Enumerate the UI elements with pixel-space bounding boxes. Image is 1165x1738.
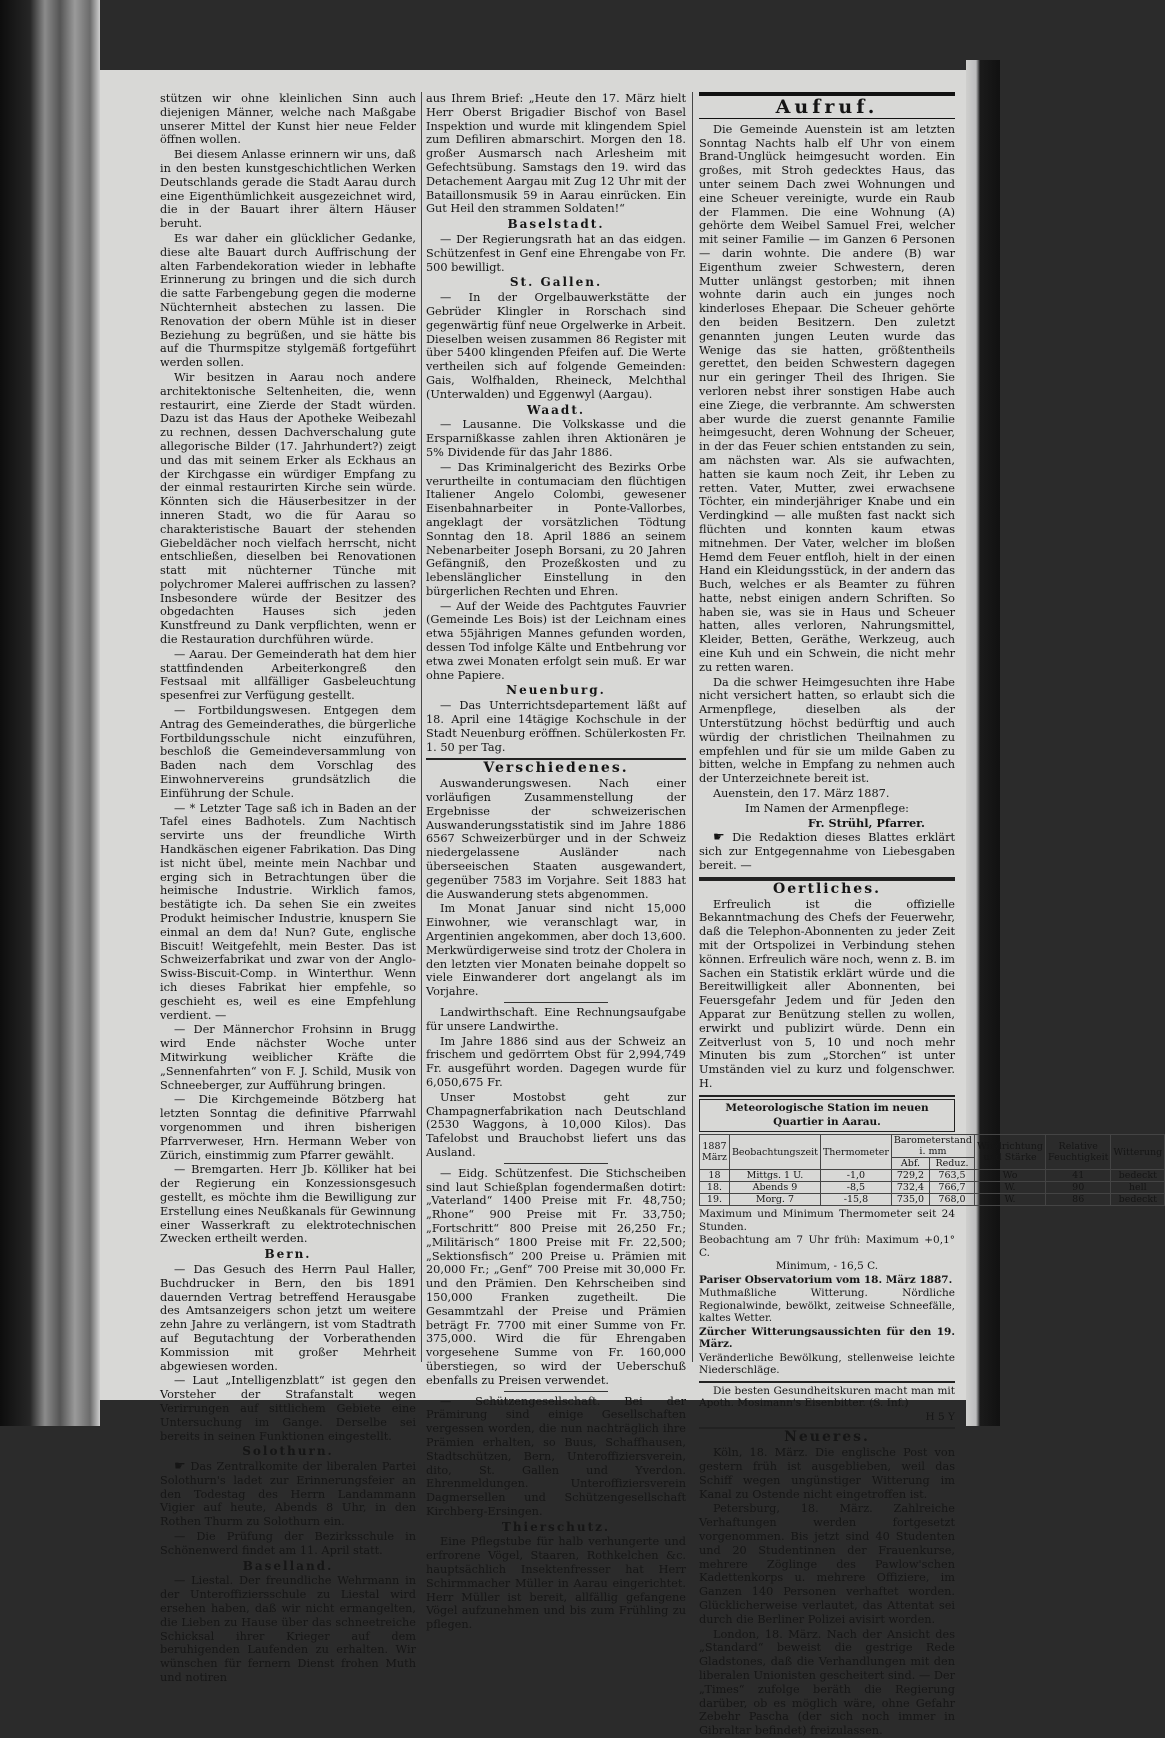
divider bbox=[504, 1163, 608, 1164]
table-header-row bbox=[700, 1135, 1165, 1158]
weather-table bbox=[699, 1134, 1165, 1206]
table-cell: bedeckt bbox=[1111, 1170, 1165, 1182]
editorial-note: Die Redaktion dieses Blattes erklärt sich zur Entgegennahme von Liebesgaben bereit. — bbox=[699, 831, 956, 873]
table-header: Thermometer bbox=[820, 1135, 891, 1170]
paragraph: — Der Männerchor Frohsinn in Brugg wird Ende nächster Woche unter Mitwirkung weiblicher Kräfte die „Sennenfahrten“ von F. J. Schild, Musik von Schneeberger, zur Aufführung bringen. bbox=[160, 1023, 416, 1092]
table-subheader: Reduz. bbox=[930, 1158, 975, 1170]
table-cell: -8,5 bbox=[820, 1182, 891, 1194]
table-cell: 766,7 bbox=[930, 1182, 975, 1194]
paragraph: Erfreulich ist die offizielle Bekanntmachung des Chefs der Feuerwehr, daß die Telephon-Abonnenten zu jeder Zeit mit der Ortspolizei in Verbindung stehen können. Erfreulich wäre noch, wenn z. B. im Sachen ein Statistik erklärt würde und die Bereitwilligkeit aller Abonnenten, bei Feuersgefahr Jedem und für Jeden den Apparat zur Benützung stellen zu wollen, erwirkt und publizirt würde. Denn ein Zeitverlust von 5, 10 und noch mehr Minuten bis zum „Storchen“ ist unter Umständen viel zu kurz und folgenschwer. H. bbox=[699, 897, 955, 1090]
table-cell: hell bbox=[1111, 1182, 1165, 1194]
section-heading-bern: Bern. bbox=[264, 1247, 312, 1262]
table-cell: 768,0 bbox=[930, 1194, 975, 1206]
paragraph: — Das Unterrichtsdepartement läßt auf 18. April eine 14tägige Kochschule in der Stadt Neuenburg eröffnen. Schülerkosten Fr. 1. 50 per Tag. bbox=[426, 699, 686, 754]
paragraph: Im Jahre 1886 sind aus der Schweiz an frischem und gedörrtem Obst für 2,994,749 Fr. ausgeführt worden. Dagegen wurde für 6,050,675 Fr. bbox=[426, 1034, 686, 1089]
table-cell: Mittgs. 1 U. bbox=[729, 1170, 820, 1182]
paragraph: — Das Kriminalgericht des Bezirks Orbe verurtheilte in contumaciam den flüchtigen Italiener Angelo Colombi, gewesener Eisenbahnarbeiter in Ponte-Vallorbes, angeklagt der vorsätzlichen Tödtung Sonntag den 18. April 1886 an seinem Nebenarbeiter Joseph Borsani, zu 20 Jahren Gefängniß, den Prozeßkosten und zu lebenslänglicher Einstellung in den bürgerlichen Rechten und Ehren. bbox=[426, 460, 686, 598]
table-cell: 86 bbox=[1046, 1194, 1111, 1206]
paragraph: Bei diesem Anlasse erinnern wir uns, daß in den besten kunstgeschichtlichen Werken Deutschlands gerade die Stadt Aarau durch eine Eigenthümlichkeit ausgezeichnet wird, die in der Bauart ihrer ältern Häuser beruht. bbox=[160, 148, 416, 231]
table-cell: Morg. 7 bbox=[729, 1194, 820, 1206]
table-row bbox=[700, 1170, 1165, 1182]
aufruf-signature-line: Im Namen der Armenpflege: bbox=[745, 801, 909, 815]
table-cell: W. bbox=[975, 1194, 1046, 1206]
table-header: Beobachtungszeit bbox=[729, 1135, 820, 1170]
column-rule bbox=[421, 92, 422, 1362]
scan-binding-edge bbox=[0, 0, 100, 1426]
paragraph: Unser Mostobst geht zur Champagnerfabrikation nach Deutschland (2530 Waggons, à 10,000 Kilos). Das Tafelobst und Brauchobst liefert uns das Ausland. bbox=[426, 1090, 686, 1159]
column-1 bbox=[160, 92, 416, 1685]
table-cell: 19. bbox=[700, 1194, 730, 1206]
paragraph: Auswanderungswesen. Nach einer vorläufigen Zusammenstellung der Ergebnisse der schweizerischen Auswanderungsstatistik sind im Jahre 1886 6567 Schweizerbürger und in der Schweiz niedergelassene Ausländer nach überseeischen Staaten ausgewandert, gegenüber 7583 im Vorjahre. Seit 1883 hat die Auswanderung stets abgenommen. bbox=[426, 777, 686, 901]
table-cell: 41 bbox=[1046, 1170, 1111, 1182]
column-3 bbox=[699, 92, 1163, 1738]
aufruf-signature-name: Fr. Strühl, Pfarrer. bbox=[807, 815, 925, 830]
paragraph: London, 18. März. Nach der Ansicht des „Standard“ beweist die gestrige Rede Gladstones, daß die Verhandlungen mit den liberalen Unionisten gescheitert sind. — Der „Times“ zufolge beräth die Regierung darüber, ob es möglich wäre, ohne Gefahr Zebehr Pascha (der sich noch immer in Gibraltar befindet) freizulassen. bbox=[699, 1627, 955, 1738]
paragraph: Es war daher ein glücklicher Gedanke, diese alte Bauart durch Auffrischung der alten Farbendekoration wieder in lebhafte Erinnerung zu bringen und die sich durch die satte Farbengebung gegen die moderne Nüchternheit abstechen zu lassen. Die Renovation der obern Mühle ist in dieser Beziehung zu begrüßen, und sie hätte bis auf die Thurmspitze stylgemäß fortgeführt werden sollen. bbox=[160, 231, 416, 370]
scan-right-edge bbox=[966, 60, 1000, 1426]
table-cell: W. bbox=[975, 1182, 1046, 1194]
column-rule bbox=[692, 92, 693, 1362]
paragraph: — Die Kirchgemeinde Bötzberg hat letzten Sonntag die definitive Pfarrwahl vorgenommen und ihren bisherigen Pfarrverweser, Hrn. Hermann Weber von Zürich, einstimmig zum Pfarrer gewählt. bbox=[160, 1093, 416, 1162]
pointing-hand-icon: ☛ bbox=[174, 1459, 186, 1475]
zuercher-witterung-title: Zürcher Witterungsaussichten für den 19. März. bbox=[699, 1325, 955, 1351]
table-cell: 729,2 bbox=[891, 1170, 929, 1182]
paragraph: Petersburg, 18. März. Zahlreiche Verhaftungen werden fortgesetzt vorgenommen. Bis jetzt sind 40 Studenten und 20 Studentinnen der Frauenkurse, mehrere Zöglinge des Pawlow'schen Kadettenkorps u. mehrere Offiziere, im Ganzen 140 Personen verhaftet worden. Glücklicherweise verlautet, das Attentat sei durch die Berliner Polizei avisirt worden. bbox=[699, 1502, 955, 1626]
section-heading-baselland: Baselland. bbox=[242, 1558, 334, 1573]
weather-footnote: Beobachtung am 7 Uhr früh: Maximum +0,1° C. bbox=[699, 1234, 955, 1259]
paragraph: Das Zentralkomite der liberalen Partei Solothurn's ladet zur Erinnerungsfeier an den Todestag des Herrn Landammann Vigier auf heute, Abends 8 Uhr, in den Rothen Thurm zu Solothurn ein. bbox=[160, 1460, 416, 1529]
paragraph: — Eidg. Schützenfest. Die Stichscheiben sind laut Schießplan fogendermaßen dotirt: „Vaterland“ 1400 Preise mit Fr. 48,750; „Rhone“ 900 Preise mit Fr. 33,750; „Fortschritt“ 800 Preise mit 26,250 Fr.; „Militärisch“ 1800 Preise mit Fr. 22,500; „Sektionsfisch“ 200 Preise u. Prämien mit 20,000 Fr.; „Genf“ 700 Preise mit 30,000 Fr. und den Prämien. Den Kehrscheiben sind 150,000 Franken zugetheilt. Die Gesammtzahl der Preise und Prämien beträgt Fr. 7700 mit einer Summe von Fr. 375,000. Wird die für Ehrengaben vorgesehene Summe von Fr. 160,000 überstiegen, so wird der Ueberschuß ebenfalls zu Preisen verwendet. bbox=[426, 1166, 686, 1387]
table-header: Witterung bbox=[1111, 1135, 1165, 1170]
paragraph: — Der Regierungsrath hat an das eidgen. Schützenfest in Genf eine Ehrengabe von Fr. 500 bewilligt. bbox=[426, 232, 686, 274]
table-cell: 18. bbox=[700, 1182, 730, 1194]
paragraph: — Lausanne. Die Volkskasse und die Ersparnißkasse zahlen ihren Aktionären je 5% Dividende für das Jahr 1886. bbox=[426, 418, 686, 459]
section-heading-verschiedenes: Verschiedenes. bbox=[483, 760, 629, 777]
advertisement: Die besten Gesundheitskuren macht man mit Apoth. Mosimann's Eisenbitter. (S. Inf.) bbox=[699, 1384, 955, 1410]
paragraph: — Das Gesuch des Herrn Paul Haller, Buchdrucker in Bern, den bis 1891 dauernden Vertrag betreffend Herausgabe des Amtsanzeigers schon jetzt um weitere zehn Jahre zu verlängern, ist vom Stadtrath auf Begutachtung der Vorberathenden Kommission mit großer Mehrheit abgewiesen worden. bbox=[160, 1262, 416, 1373]
paragraph: — Aarau. Der Gemeinderath hat dem hier stattfindenden Arbeiterkongreß den Festsaal mit allfälliger Gasbeleuchtung spesenfrei zur Verfügung gestellt. bbox=[160, 647, 416, 703]
divider bbox=[504, 1391, 608, 1392]
advertisement-code: H 5 Y bbox=[925, 1410, 955, 1423]
paragraph: Köln, 18. März. Die englische Post von gestern früh ist ausgeblieben, weil das Schiff wegen ungünstiger Witterung im Kanal zu Ostende nicht eingetroffen ist. bbox=[699, 1446, 955, 1501]
table-cell: 732,4 bbox=[891, 1182, 929, 1194]
aufruf-date: Auenstein, den 17. März 1887. bbox=[713, 787, 890, 801]
paragraph: — * Letzter Tage saß ich in Baden an der Tafel eines Badhotels. Zum Nachtisch servirte uns der freundliche Wirth Handkäschen eigener Fabrikation. Das Ding ist nicht übel, meinte mein Nachbar und erging sich in Betrachtungen über die heimische Industrie. Wirklich famos, bestätigte ich. Da sehen Sie ein zweites Produkt heimischer Industrie, knuspern Sie einmal an dem da! Nun? Gute, englische Biscuit! Weitgefehlt, mein Bester. Das ist Schweizerfabrikat und zwar von der Anglo-Swiss-Biscuit-Comp. in Winterthur. Wenn ich dieses Fabrikat hier empfehle, so geschieht es, weil es eine Empfehlung verdient. — bbox=[160, 801, 416, 1022]
divider bbox=[504, 1002, 608, 1003]
paragraph: — Laut „Intelligenzblatt“ ist gegen den Vorsteher der Strafanstalt wegen Verirrungen auf sittlichem Gebiete eine Untersuchung im Gange. Derselbe sei bereits in seinen Funktionen eingestellt. bbox=[160, 1374, 416, 1443]
paragraph: Landwirthschaft. Eine Rechnungsaufgabe für unsere Landwirthe. bbox=[426, 1006, 686, 1033]
section-heading-waadt: Waadt. bbox=[526, 402, 586, 417]
paragraph: — In der Orgelbauwerkstätte der Gebrüder Klingler in Rorschach sind gegenwärtig fünf neue Orgelwerke in Arbeit. Dieselben weisen zusammen 86 Register mit über 5400 klingenden Pfeifen auf. Die Werte vertheilen sich auf folgende Gemeinden: Gais, Wolfhalden, Rheineck, Melchthal (Unterwalden) und Eggenwyl (Aargau). bbox=[426, 291, 686, 401]
table-cell: 18 bbox=[700, 1170, 730, 1182]
pointing-hand-icon: ☛ bbox=[713, 830, 725, 846]
paragraph: Die Gemeinde Auenstein ist am letzten Sonntag Nachts halb elf Uhr von einem Brand-Unglück heimgesucht worden. Ein großes, mit Stroh gedecktes Haus, das unter seinem Dach zwei Wohnungen und eine Scheuer vereinigte, wurde ein Raub der Flammen. Die eine Wohnung (A) gehörte dem Weibel Samuel Frei, welcher mit seiner Familie — im Ganzen 6 Personen — darin wohnte. Die andere (B) war Eigenthum zweier Schwestern, deren Mutter unlängst gestorben; mit ihnen wohnte darin auch ein junges noch kinderloses Ehepaar. Die Scheuer gehörte den beiden Besitzern. Den zuletzt genannten jungen Leuten wurde das Wenige das sie hatten, größtentheils gerettet, den beiden Schwestern dagegen nur ein geringer Theil des Ihrigen. Sie verloren nebst ihrer sonstigen Habe auch eine Ziege, die verbrannte. Am schwersten aber wurde die zuerst genannte Familie heimgesucht, deren Wohnung der Scheuer, in der das Feuer schien entstanden zu sein, am nächsten war. Als sie aufwachten, hatten sie kaum noch Zeit, ihr Leben zu retten. Vater, Mutter, zwei erwachsene Töchter, ein minderjähriger Knabe und ein Verdingkind — alle mußten fast nackt sich flüchten und konnten kaum etwas mitnehmen. Der Vater, welcher im bloßen Hemd dem Feuer entfloh, hielt in der einen Hand ein Kleidungsstück, in der andern das Buch, welches er als Beamter zu führen hatte, nebst einigen andern Schriften. So haben sie, was sie in Haus und Scheuer hatten, alles verloren, Nahrungsmittel, Kleider, Betten, Geräthe, Werkzeug, auch eine Kuh und ein Schwein, die nicht mehr zu retten waren. bbox=[699, 122, 955, 674]
paragraph: aus Ihrem Brief: „Heute den 17. März hielt Herr Oberst Brigadier Bischof von Basel Inspektion und wurde mit klingendem Spiel zum Defiliren abmarschirt. Morgen den 18. großer Ausmarsch nach Arlesheim mit Gefechtsübung. Samstags den 19. wird das Detachement Aargau mit Zug 12 Uhr mit der Bataillonsmusik 59 in Aarau einrücken. Ein Gut Heil den strammen Soldaten!“ bbox=[426, 92, 686, 216]
section-heading-baselstadt: Baselstadt. bbox=[507, 217, 605, 232]
weather-station-title: Meteorologische Station im neuen Quartier in Aarau. bbox=[699, 1099, 955, 1133]
paragraph: Wir besitzen in Aarau noch andere architektonische Seltenheiten, die, wenn restaurirt, eine Zierde der Stadt würden. Dazu ist das Haus der Apotheke Weibezahl zu rechnen, dessen Dachverschalung gute allegorische Bilder (17. Jahrhundert?) zeigt und das mit seinem Erker als Eckhaus an der Kirchgasse ein würdiger Empfang zu der einmal restaurirten Kirche sein würde. Könnten sich die Häuserbesitzer in der inneren Stadt, wo die für Aarau so charakteristische Bauart der stehenden Giebeldächer noch vielfach herrscht, nicht entschließen, dieselben bei Renovationen statt mit nüchterner Tünche mit polychromer Malerei auffrischen zu lassen? Insbesondere würde der Besitzer des obgedachten Hauses sich jeden Kunstfreund zu Dank verpflichten, wenn er die Restauration durchführen würde. bbox=[160, 370, 416, 647]
column-2 bbox=[426, 92, 686, 1632]
zuercher-witterung-text: Veränderliche Bewölkung, stellenweise leichte Niederschläge. bbox=[699, 1351, 955, 1377]
table-header: Windrichtung und Stärke bbox=[975, 1135, 1046, 1170]
table-row bbox=[700, 1182, 1165, 1194]
table-cell: Abends 9 bbox=[729, 1182, 820, 1194]
section-heading-thierschutz: Thierschutz. bbox=[501, 1519, 611, 1534]
table-row bbox=[700, 1194, 1165, 1206]
table-subheader: Abf. bbox=[891, 1158, 929, 1170]
paragraph: Da die schwer Heimgesuchten ihre Habe nicht versichert hatten, so erlaubt sich die Armenpflege, dieselben als der Unterstützung höchst bedürftig und auch würdig der christlichen Theilnahmen zu empfehlen und für sie um milde Gaben zu bitten, welche in Empfang zu nehmen auch der Unterzeichnete bereit ist. bbox=[699, 675, 955, 786]
table-header: Relative Feuchtigkeit bbox=[1046, 1135, 1111, 1170]
pariser-observatorium-text: Muthmaßliche Witterung. Nördliche Regionalwinde, bewölkt, zeitweise Schneefälle, kaltes Wetter. bbox=[699, 1287, 955, 1325]
paragraph: Eine Pflegstube für halb verhungerte und erfrorene Vögel, Staaren, Rothkelchen &c. hauptsächlich Insektenfresser hat Herr Schirmmacher Müller in Aarau eingerichtet. Herr Müller ist bereit, allfällig gefangene Vögel aufzunehmen und bis zum Frühling zu pflegen. bbox=[426, 1535, 686, 1632]
paragraph: — Fortbildungswesen. Entgegen dem Antrag des Gemeinderathes, die bürgerliche Fortbildungsschule nicht einzuführen, beschloß die Gemeindeversammlung von Baden nach dem Vorschlag des Einwohnervereins grundsätzlich die Einführung der Schule. bbox=[160, 704, 416, 800]
table-cell: 763,5 bbox=[930, 1170, 975, 1182]
weather-footnote: Maximum und Minimum Thermometer seit 24 Stunden. bbox=[699, 1208, 955, 1233]
aufruf-heading: Aufruf. bbox=[699, 92, 955, 119]
table-cell: -15,8 bbox=[820, 1194, 891, 1206]
paragraph: — Bremgarten. Herr Jb. Kölliker hat bei der Regierung ein Konzessionsgesuch gestellt, es möchte ihm die Bewilligung zur Erstellung eines Neußkanals für Gewinnung einer Wasserkraft zu elektrotechnischen Zwecken ertheilt werden. bbox=[160, 1163, 416, 1246]
section-heading-neuenburg: Neuenburg. bbox=[506, 683, 606, 698]
table-cell: -1,0 bbox=[820, 1170, 891, 1182]
section-heading-solothurn: Solothurn. bbox=[242, 1444, 334, 1459]
paragraph: Im Monat Januar sind nicht 15,000 Einwohner, wie veranschlagt war, in Argentinien angekommen, aber doch 13,600. Merkwürdigerweise sind trotz der Cholera in den letzten vier Monaten beinahe doppelt so viele Einwanderer dort angelangt als im Vorjahre. bbox=[426, 902, 686, 999]
table-cell: 735,0 bbox=[891, 1194, 929, 1206]
paragraph: — Auf der Weide des Pachtgutes Fauvrier (Gemeinde Les Bois) ist der Leichnam eines etwa 55jährigen Mannes gefunden worden, dessen Tod infolge Kälte und Entbehrung vor etwa zwei Monaten erfolgt sein muß. Er war ohne Papiere. bbox=[426, 599, 686, 682]
table-header: 1887 März bbox=[700, 1135, 730, 1170]
section-heading-neueres: Neueres. bbox=[784, 1429, 870, 1446]
table-cell: Wo bbox=[975, 1170, 1046, 1182]
weather-footnote: Minimum, - 16,5 C. bbox=[775, 1260, 879, 1273]
table-cell: 90 bbox=[1046, 1182, 1111, 1194]
paragraph: — Die Prüfung der Bezirksschule in Schönenwerd findet am 11. April statt. bbox=[160, 1530, 416, 1557]
section-heading-st-gallen: St. Gallen. bbox=[509, 275, 603, 290]
paragraph: stützen wir ohne kleinlichen Sinn auch diejenigen Männer, welche nach Maßgabe unserer Mittel der Kunst hier neue Felder öffnen wollen. bbox=[160, 92, 416, 147]
table-cell: bedeckt bbox=[1111, 1194, 1165, 1206]
table-header: Barometerstand i. mm bbox=[891, 1135, 974, 1158]
divider bbox=[699, 1095, 955, 1097]
pariser-observatorium-title: Pariser Observatorium vom 18. März 1887. bbox=[699, 1273, 953, 1286]
divider bbox=[699, 1381, 955, 1383]
section-heading-oertliches: Oertliches. bbox=[773, 880, 881, 897]
paragraph: — Schützengesellschaft. Bei der Prämirung sind einige Gesellschaften vergessen worden, die nun nachträglich ihre Prämien erhalten, so Buus, Schaffhausen, Stadtschützen, Bern, Unteroffiziersverein, dito, St. Gallen und Yverdon. Ehrenmeldungen. Unteroffiziersverein Dagmersellen und Schützengesellschaft Kirchberg-Ersingen. bbox=[426, 1394, 686, 1518]
paragraph: — Liestal. Der freundliche Wehrmann in der Unteroffiziersschule zu Liestal wird ersehen haben, daß wir nicht ermangelten, die Lieben zu Hause über das schneetreiche Schicksal ihrer Krieger auf dem beruhigenden Laufenden zu erhalten. Wir wünschen für fernern Dienst frohen Muth und notiren bbox=[160, 1574, 416, 1685]
